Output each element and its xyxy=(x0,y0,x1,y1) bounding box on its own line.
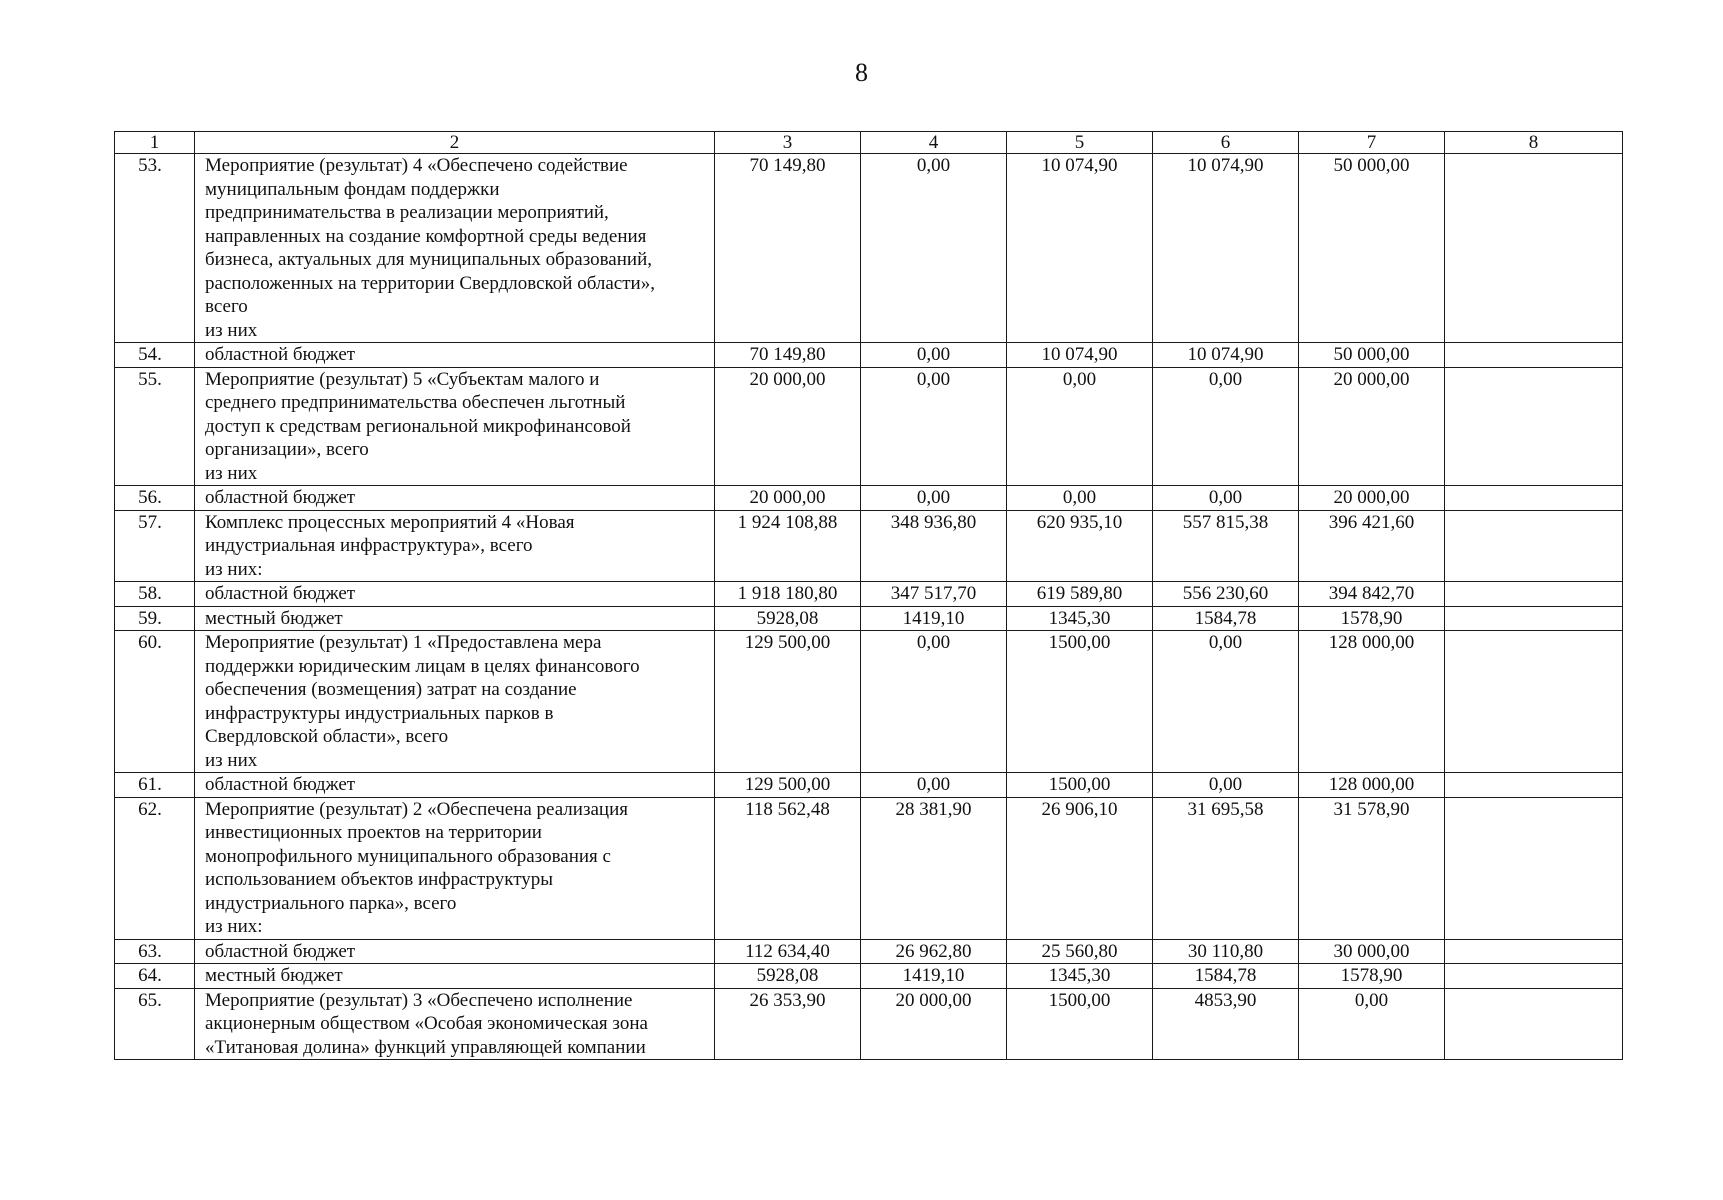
row-number-cell: 56. xyxy=(115,486,195,511)
row-value-cell-7: 396 421,60 xyxy=(1299,510,1445,582)
table-row xyxy=(115,367,1623,486)
row-value-cell-5: 10 074,90 xyxy=(1007,343,1153,368)
table-row xyxy=(115,964,1623,989)
row-value-cell-4: 0,00 xyxy=(861,367,1007,486)
row-description-cell: областной бюджет xyxy=(195,939,715,964)
row-number-cell: 57. xyxy=(115,510,195,582)
row-value-cell-8 xyxy=(1445,797,1623,939)
row-value-cell-6: 0,00 xyxy=(1153,631,1299,773)
row-value-cell-4: 28 381,90 xyxy=(861,797,1007,939)
row-value-cell-5: 26 906,10 xyxy=(1007,797,1153,939)
row-value-cell-7: 128 000,00 xyxy=(1299,773,1445,798)
row-value-cell-5: 619 589,80 xyxy=(1007,582,1153,607)
row-value-cell-4: 0,00 xyxy=(861,631,1007,773)
header-cell-5: 5 xyxy=(1007,132,1153,154)
row-value-cell-8 xyxy=(1445,988,1623,1060)
row-value-cell-3: 1 918 180,80 xyxy=(715,582,861,607)
row-description-cell: Комплекс процессных мероприятий 4 «Новая индустриальная инфраструктура», всего из них: xyxy=(195,510,715,582)
row-value-cell-6: 0,00 xyxy=(1153,773,1299,798)
table-row xyxy=(115,797,1623,939)
row-value-cell-4: 26 962,80 xyxy=(861,939,1007,964)
row-value-cell-3: 129 500,00 xyxy=(715,631,861,773)
row-value-cell-6: 556 230,60 xyxy=(1153,582,1299,607)
row-value-cell-6: 30 110,80 xyxy=(1153,939,1299,964)
row-value-cell-3: 118 562,48 xyxy=(715,797,861,939)
row-value-cell-8 xyxy=(1445,154,1623,343)
header-cell-3: 3 xyxy=(715,132,861,154)
row-value-cell-8 xyxy=(1445,486,1623,511)
row-value-cell-8 xyxy=(1445,964,1623,989)
row-value-cell-7: 128 000,00 xyxy=(1299,631,1445,773)
table-row xyxy=(115,606,1623,631)
row-description-cell: областной бюджет xyxy=(195,582,715,607)
row-value-cell-5: 1345,30 xyxy=(1007,606,1153,631)
row-number-cell: 60. xyxy=(115,631,195,773)
table-row xyxy=(115,510,1623,582)
table-row xyxy=(115,343,1623,368)
row-number-cell: 62. xyxy=(115,797,195,939)
row-description-cell: областной бюджет xyxy=(195,773,715,798)
row-value-cell-4: 20 000,00 xyxy=(861,988,1007,1060)
row-value-cell-4: 1419,10 xyxy=(861,964,1007,989)
row-value-cell-8 xyxy=(1445,367,1623,486)
row-value-cell-6: 0,00 xyxy=(1153,486,1299,511)
table-row xyxy=(115,631,1623,773)
row-value-cell-5: 0,00 xyxy=(1007,486,1153,511)
row-value-cell-5: 25 560,80 xyxy=(1007,939,1153,964)
row-description-cell: местный бюджет xyxy=(195,964,715,989)
row-value-cell-6: 4853,90 xyxy=(1153,988,1299,1060)
row-value-cell-7: 0,00 xyxy=(1299,988,1445,1060)
row-description-cell: областной бюджет xyxy=(195,343,715,368)
row-value-cell-3: 26 353,90 xyxy=(715,988,861,1060)
row-value-cell-8 xyxy=(1445,773,1623,798)
row-description-cell: Мероприятие (результат) 4 «Обеспечено содействие муниципальным фондам поддержки предпринимательства в реализации мероприятий, направленных на создание комфортной среды ведения бизнеса, актуальных для муниципальных образований, расположенных на территории Свердловской области», всего из них xyxy=(195,154,715,343)
row-description-cell: Мероприятие (результат) 1 «Предоставлена мера поддержки юридическим лицам в целях финансового обеспечения (возмещения) затрат на создание инфраструктуры индустриальных парков в Свердловской области», всего из них xyxy=(195,631,715,773)
row-value-cell-4: 0,00 xyxy=(861,773,1007,798)
row-value-cell-8 xyxy=(1445,631,1623,773)
row-value-cell-7: 394 842,70 xyxy=(1299,582,1445,607)
row-value-cell-8 xyxy=(1445,510,1623,582)
row-value-cell-5: 1500,00 xyxy=(1007,773,1153,798)
table-row xyxy=(115,486,1623,511)
table-row xyxy=(115,773,1623,798)
row-value-cell-7: 1578,90 xyxy=(1299,606,1445,631)
row-value-cell-7: 20 000,00 xyxy=(1299,367,1445,486)
row-value-cell-5: 1345,30 xyxy=(1007,964,1153,989)
row-description-cell: Мероприятие (результат) 5 «Субъектам малого и среднего предпринимательства обеспечен льготный доступ к средствам региональной микрофинансовой организации», всего из них xyxy=(195,367,715,486)
row-value-cell-4: 0,00 xyxy=(861,154,1007,343)
row-value-cell-7: 20 000,00 xyxy=(1299,486,1445,511)
row-number-cell: 63. xyxy=(115,939,195,964)
header-cell-6: 6 xyxy=(1153,132,1299,154)
header-cell-2: 2 xyxy=(195,132,715,154)
row-value-cell-3: 70 149,80 xyxy=(715,154,861,343)
row-description-cell: областной бюджет xyxy=(195,486,715,511)
row-value-cell-6: 10 074,90 xyxy=(1153,154,1299,343)
row-value-cell-6: 1584,78 xyxy=(1153,964,1299,989)
row-description-cell: Мероприятие (результат) 2 «Обеспечена реализация инвестиционных проектов на территории монопрофильного муниципального образования с использованием объектов инфраструктуры индустриального парка», всего из них: xyxy=(195,797,715,939)
row-value-cell-3: 5928,08 xyxy=(715,964,861,989)
row-number-cell: 61. xyxy=(115,773,195,798)
table-row xyxy=(115,582,1623,607)
row-value-cell-6: 1584,78 xyxy=(1153,606,1299,631)
row-value-cell-3: 129 500,00 xyxy=(715,773,861,798)
table-header-row xyxy=(115,132,1623,154)
row-value-cell-8 xyxy=(1445,939,1623,964)
table-row xyxy=(115,988,1623,1060)
row-value-cell-4: 0,00 xyxy=(861,486,1007,511)
header-cell-8: 8 xyxy=(1445,132,1623,154)
row-number-cell: 65. xyxy=(115,988,195,1060)
row-value-cell-6: 31 695,58 xyxy=(1153,797,1299,939)
row-value-cell-4: 0,00 xyxy=(861,343,1007,368)
row-value-cell-7: 30 000,00 xyxy=(1299,939,1445,964)
row-value-cell-7: 31 578,90 xyxy=(1299,797,1445,939)
row-value-cell-8 xyxy=(1445,582,1623,607)
row-value-cell-6: 10 074,90 xyxy=(1153,343,1299,368)
table-row xyxy=(115,939,1623,964)
row-value-cell-4: 347 517,70 xyxy=(861,582,1007,607)
row-value-cell-7: 1578,90 xyxy=(1299,964,1445,989)
row-value-cell-6: 557 815,38 xyxy=(1153,510,1299,582)
row-number-cell: 64. xyxy=(115,964,195,989)
row-number-cell: 55. xyxy=(115,367,195,486)
header-cell-4: 4 xyxy=(861,132,1007,154)
row-value-cell-5: 1500,00 xyxy=(1007,988,1153,1060)
row-value-cell-3: 112 634,40 xyxy=(715,939,861,964)
row-value-cell-3: 20 000,00 xyxy=(715,486,861,511)
row-description-cell: местный бюджет xyxy=(195,606,715,631)
row-value-cell-6: 0,00 xyxy=(1153,367,1299,486)
row-value-cell-4: 1419,10 xyxy=(861,606,1007,631)
row-value-cell-8 xyxy=(1445,343,1623,368)
row-value-cell-3: 20 000,00 xyxy=(715,367,861,486)
row-value-cell-5: 1500,00 xyxy=(1007,631,1153,773)
table-row xyxy=(115,154,1623,343)
row-value-cell-8 xyxy=(1445,606,1623,631)
row-value-cell-5: 620 935,10 xyxy=(1007,510,1153,582)
row-number-cell: 53. xyxy=(115,154,195,343)
row-value-cell-3: 1 924 108,88 xyxy=(715,510,861,582)
row-value-cell-5: 0,00 xyxy=(1007,367,1153,486)
row-value-cell-5: 10 074,90 xyxy=(1007,154,1153,343)
row-number-cell: 59. xyxy=(115,606,195,631)
row-description-cell: Мероприятие (результат) 3 «Обеспечено исполнение акционерным обществом «Особая экономическая зона «Титановая долина» функций управляющей компании xyxy=(195,988,715,1060)
page-number: 8 xyxy=(855,58,868,87)
header-cell-1: 1 xyxy=(115,132,195,154)
row-value-cell-3: 70 149,80 xyxy=(715,343,861,368)
row-value-cell-3: 5928,08 xyxy=(715,606,861,631)
header-cell-7: 7 xyxy=(1299,132,1445,154)
row-value-cell-4: 348 936,80 xyxy=(861,510,1007,582)
row-value-cell-7: 50 000,00 xyxy=(1299,154,1445,343)
row-number-cell: 58. xyxy=(115,582,195,607)
row-number-cell: 54. xyxy=(115,343,195,368)
budget-table xyxy=(114,131,1623,1060)
row-value-cell-7: 50 000,00 xyxy=(1299,343,1445,368)
